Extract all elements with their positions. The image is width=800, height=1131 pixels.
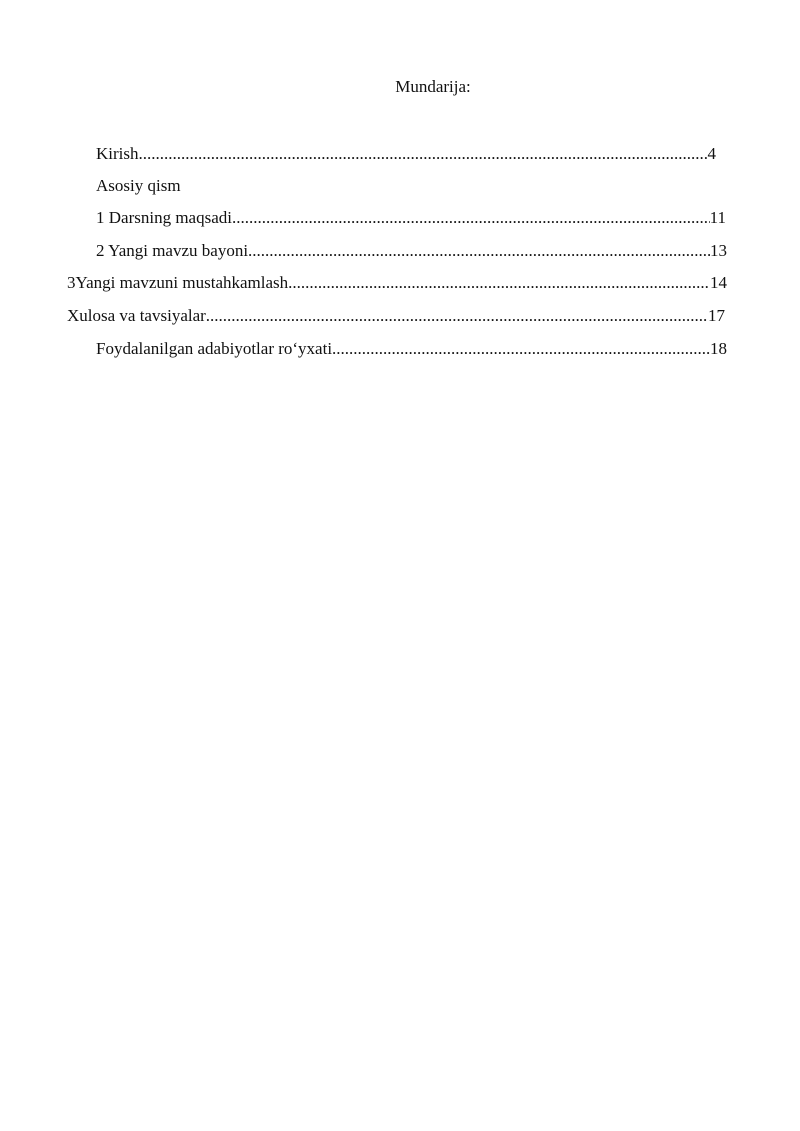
toc-entry-label: 3Yangi mavzuni mustahkamlash bbox=[67, 273, 289, 292]
toc-entry-label: 1 Darsning maqsadi bbox=[96, 208, 232, 227]
toc-leader-dots bbox=[332, 338, 710, 360]
toc-entry-label: Foydalanilgan adabiyotlar ro‘yxati bbox=[96, 339, 333, 358]
toc-entry-page: 18 bbox=[710, 339, 727, 358]
toc-entry-page: 13 bbox=[710, 241, 727, 260]
toc-entry bbox=[96, 143, 716, 165]
toc-entry-label: 2 Yangi mavzu bayoni bbox=[96, 241, 249, 260]
toc-entry bbox=[96, 338, 727, 360]
toc-leader-dots bbox=[288, 272, 710, 294]
toc-entry-page: 17 bbox=[708, 306, 725, 325]
toc-entry bbox=[67, 272, 727, 294]
toc-leader-dots bbox=[139, 143, 708, 165]
toc-entry bbox=[96, 175, 716, 197]
toc-entry-page: 14 bbox=[710, 273, 727, 292]
toc-leader-dots bbox=[206, 305, 708, 327]
toc-entry-label: Xulosa va tavsiyalar bbox=[67, 306, 206, 325]
toc-entry bbox=[67, 305, 725, 327]
toc-leader-dots bbox=[232, 207, 710, 229]
toc-entry-label: Kirish bbox=[96, 144, 139, 163]
toc-entry-page: 11 bbox=[709, 208, 726, 227]
toc-entry bbox=[96, 240, 727, 262]
toc-entry-page: 4 bbox=[707, 144, 716, 163]
toc-entry-label: Asosiy qism bbox=[96, 176, 181, 195]
toc-leader-dots bbox=[248, 240, 710, 262]
toc-entry bbox=[96, 207, 726, 229]
page-title: Mundarija: bbox=[395, 77, 471, 96]
